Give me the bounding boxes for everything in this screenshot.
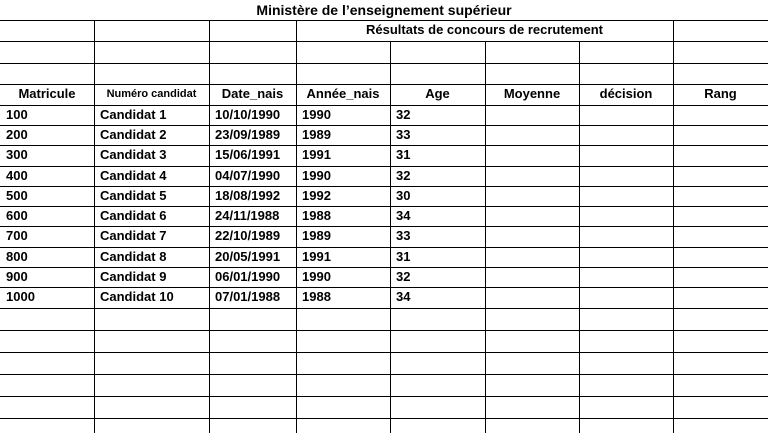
cell-matricule: 700 — [6, 228, 28, 243]
cell-candidat: Candidat 9 — [100, 269, 167, 284]
cell-annee-nais: 1988 — [302, 289, 331, 304]
cell-matricule: 100 — [6, 107, 28, 122]
cell-age: 31 — [396, 249, 411, 264]
page-title: Ministère de l’enseignement supérieur — [256, 2, 512, 18]
cell-date-nais: 07/01/1988 — [215, 289, 281, 304]
subtitle: Résultats de concours de recrutement — [366, 22, 603, 37]
cell-date-nais: 06/01/1990 — [215, 269, 281, 284]
cell-annee-nais: 1989 — [302, 228, 331, 243]
cell-matricule: 1000 — [6, 289, 35, 304]
cell-date-nais: 23/09/1989 — [215, 127, 281, 142]
cell-candidat: Candidat 6 — [100, 208, 167, 223]
cell-date-nais: 20/05/1991 — [215, 249, 281, 264]
cell-candidat: Candidat 2 — [100, 127, 167, 142]
cell-age: 32 — [396, 269, 411, 284]
cell-age: 34 — [396, 289, 411, 304]
header-rang: Rang — [704, 86, 737, 101]
cell-date-nais: 15/06/1991 — [215, 147, 281, 162]
grid-line — [0, 374, 768, 375]
cell-age: 33 — [396, 228, 411, 243]
cell-annee-nais: 1990 — [302, 107, 331, 122]
cell-matricule: 600 — [6, 208, 28, 223]
grid-line — [0, 63, 768, 64]
cell-matricule: 200 — [6, 127, 28, 142]
cell-date-nais: 04/07/1990 — [215, 168, 281, 183]
cell-age: 33 — [396, 127, 411, 142]
grid-line — [94, 20, 95, 433]
cell-candidat: Candidat 4 — [100, 168, 167, 183]
grid-line — [0, 41, 768, 42]
cell-annee-nais: 1992 — [302, 188, 331, 203]
cell-annee-nais: 1988 — [302, 208, 331, 223]
cell-matricule: 500 — [6, 188, 28, 203]
grid-line — [296, 20, 297, 433]
cell-candidat: Candidat 10 — [100, 289, 174, 304]
cell-age: 31 — [396, 147, 411, 162]
header-numero-candidat: Numéro candidat — [106, 88, 197, 100]
cell-candidat: Candidat 1 — [100, 107, 167, 122]
cell-age: 34 — [396, 208, 411, 223]
header-date-nais: Date_nais — [221, 86, 284, 101]
cell-candidat: Candidat 3 — [100, 147, 167, 162]
cell-annee-nais: 1991 — [302, 249, 331, 264]
grid-line — [0, 352, 768, 353]
header-annee-nais: Année_nais — [306, 86, 380, 101]
cell-annee-nais: 1990 — [302, 168, 331, 183]
grid-line — [209, 20, 210, 433]
cell-date-nais: 24/11/1988 — [215, 208, 280, 223]
header-matricule: Matricule — [18, 86, 76, 101]
header-age: Age — [425, 86, 450, 101]
grid-line — [673, 20, 674, 433]
cell-date-nais: 18/08/1992 — [215, 188, 281, 203]
grid-line — [0, 396, 768, 397]
cell-date-nais: 10/10/1990 — [215, 107, 281, 122]
cell-age: 32 — [396, 168, 411, 183]
cell-matricule: 300 — [6, 147, 28, 162]
grid-line — [0, 308, 768, 309]
cell-matricule: 900 — [6, 269, 28, 284]
cell-candidat: Candidat 8 — [100, 249, 167, 264]
header-decision: décision — [599, 86, 653, 101]
cell-annee-nais: 1989 — [302, 127, 331, 142]
cell-matricule: 800 — [6, 249, 28, 264]
cell-candidat: Candidat 7 — [100, 228, 167, 243]
cell-annee-nais: 1991 — [302, 147, 331, 162]
cell-age: 32 — [396, 107, 411, 122]
grid-line — [0, 418, 768, 419]
header-moyenne: Moyenne — [503, 86, 561, 101]
cell-matricule: 400 — [6, 168, 28, 183]
cell-date-nais: 22/10/1989 — [215, 228, 281, 243]
cell-age: 30 — [396, 188, 411, 203]
grid-line — [0, 330, 768, 331]
cell-candidat: Candidat 5 — [100, 188, 167, 203]
cell-annee-nais: 1990 — [302, 269, 331, 284]
